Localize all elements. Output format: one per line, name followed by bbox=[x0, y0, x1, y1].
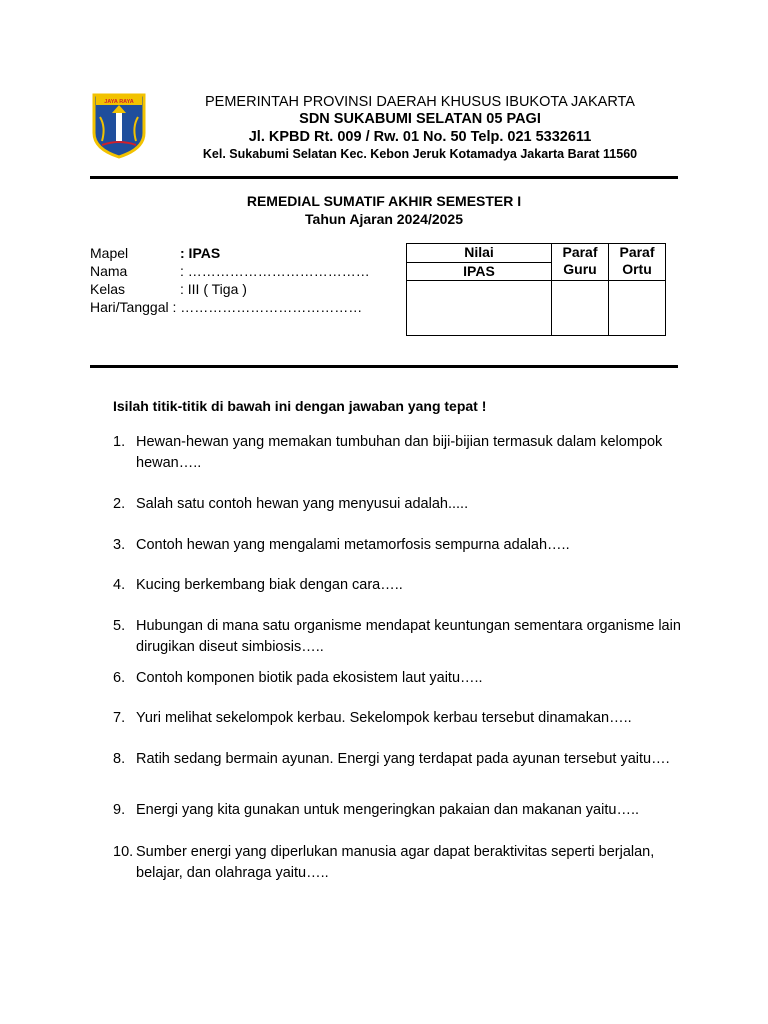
question-number: 6. bbox=[113, 670, 126, 686]
kelas-row bbox=[90, 280, 370, 298]
question-text: Hubungan di mana satu organisme mendapat keuntungan sementara organisme lain dirugikan diseut simbiosis….. bbox=[136, 618, 681, 655]
kelas-label: Kelas bbox=[90, 281, 126, 297]
question-number: 9. bbox=[113, 802, 126, 818]
paraf-guru-cell[interactable] bbox=[552, 281, 609, 336]
identity-block bbox=[90, 244, 370, 316]
paraf-ortu-line1: Paraf bbox=[619, 244, 655, 260]
nilai-header-subject: IPAS bbox=[407, 263, 552, 281]
question-number: 2. bbox=[113, 496, 126, 512]
paraf-guru-header bbox=[552, 244, 609, 281]
header-district: Kel. Sukabumi Selatan Kec. Kebon Jeruk Kotamadya Jakarta Barat 11560 bbox=[202, 147, 638, 161]
question-item bbox=[113, 800, 683, 821]
question-number: 7. bbox=[113, 710, 126, 726]
question-text: Ratih sedang bermain ayunan. Energi yang terdapat pada ayunan tersebut yaitu…. bbox=[136, 751, 670, 767]
mapel-label: Mapel bbox=[90, 245, 129, 261]
nama-value: : ………………………………… bbox=[180, 263, 370, 279]
hari-value: : ………………………………… bbox=[168, 299, 363, 315]
question-text: Energi yang kita gunakan untuk mengeringkan pakaian dan makanan yaitu….. bbox=[136, 802, 639, 818]
question-item bbox=[113, 575, 683, 596]
exam-title: REMEDIAL SUMATIF AKHIR SEMESTER I bbox=[246, 193, 522, 209]
question-number: 3. bbox=[113, 537, 126, 553]
header-government: PEMERINTAH PROVINSI DAERAH KHUSUS IBUKOTA JAKARTA bbox=[205, 94, 635, 110]
header-address: Jl. KPBD Rt. 009 / Rw. 01 No. 50 Telp. 021 5332611 bbox=[248, 129, 592, 145]
section-divider bbox=[90, 365, 678, 368]
question-number: 4. bbox=[113, 577, 126, 593]
score-table bbox=[406, 243, 666, 336]
kelas-value: : III ( Tiga ) bbox=[180, 281, 247, 297]
nilai-score-cell[interactable] bbox=[407, 281, 552, 336]
question-text: Kucing berkembang biak dengan cara….. bbox=[136, 577, 403, 593]
question-item bbox=[113, 842, 683, 884]
header-divider bbox=[90, 176, 678, 179]
paraf-ortu-header bbox=[609, 244, 666, 281]
jakarta-emblem-icon bbox=[92, 93, 146, 159]
nama-label: Nama bbox=[90, 263, 128, 279]
question-item bbox=[113, 494, 683, 515]
question-text: Salah satu contoh hewan yang menyusui adalah..... bbox=[136, 496, 469, 512]
question-text: Hewan-hewan yang memakan tumbuhan dan biji-bijian termasuk dalam kelompok hewan….. bbox=[136, 434, 663, 471]
paraf-guru-line2: Guru bbox=[563, 261, 597, 277]
question-item bbox=[113, 708, 683, 729]
question-item bbox=[113, 432, 683, 474]
question-text: Contoh komponen biotik pada ekosistem laut yaitu….. bbox=[136, 670, 483, 686]
paraf-ortu-cell[interactable] bbox=[609, 281, 666, 336]
question-number: 5. bbox=[113, 618, 126, 634]
question-item bbox=[113, 668, 683, 689]
question-number: 8. bbox=[113, 751, 126, 767]
question-number: 10. bbox=[113, 844, 134, 860]
question-text: Contoh hewan yang mengalami metamorfosis sempurna adalah….. bbox=[136, 537, 570, 553]
mapel-value: : IPAS bbox=[180, 245, 221, 261]
paraf-guru-line1: Paraf bbox=[562, 244, 598, 260]
question-number: 1. bbox=[113, 434, 126, 450]
hari-label: Hari/Tanggal bbox=[90, 299, 169, 315]
header-school-name: SDN SUKABUMI SELATAN 05 PAGI bbox=[299, 111, 541, 127]
question-item bbox=[113, 749, 683, 770]
academic-year: Tahun Ajaran 2024/2025 bbox=[305, 211, 463, 227]
logo-text: JAYA RAYA bbox=[104, 99, 134, 105]
question-text: Sumber energi yang diperlukan manusia agar dapat beraktivitas seperti berjalan, belajar, dan olahraga yaitu….. bbox=[136, 844, 655, 881]
nama-row bbox=[90, 262, 370, 280]
paraf-ortu-line2: Ortu bbox=[622, 261, 652, 277]
instruction-text: Isilah titik-titik di bawah ini dengan jawaban yang tepat ! bbox=[113, 398, 487, 414]
question-item bbox=[113, 616, 683, 658]
mapel-row bbox=[90, 244, 370, 262]
question-item bbox=[113, 535, 683, 556]
question-text: Yuri melihat sekelompok kerbau. Sekelompok kerbau tersebut dinamakan….. bbox=[136, 710, 632, 726]
hari-row bbox=[90, 298, 370, 316]
nilai-header-top: Nilai bbox=[407, 244, 552, 263]
